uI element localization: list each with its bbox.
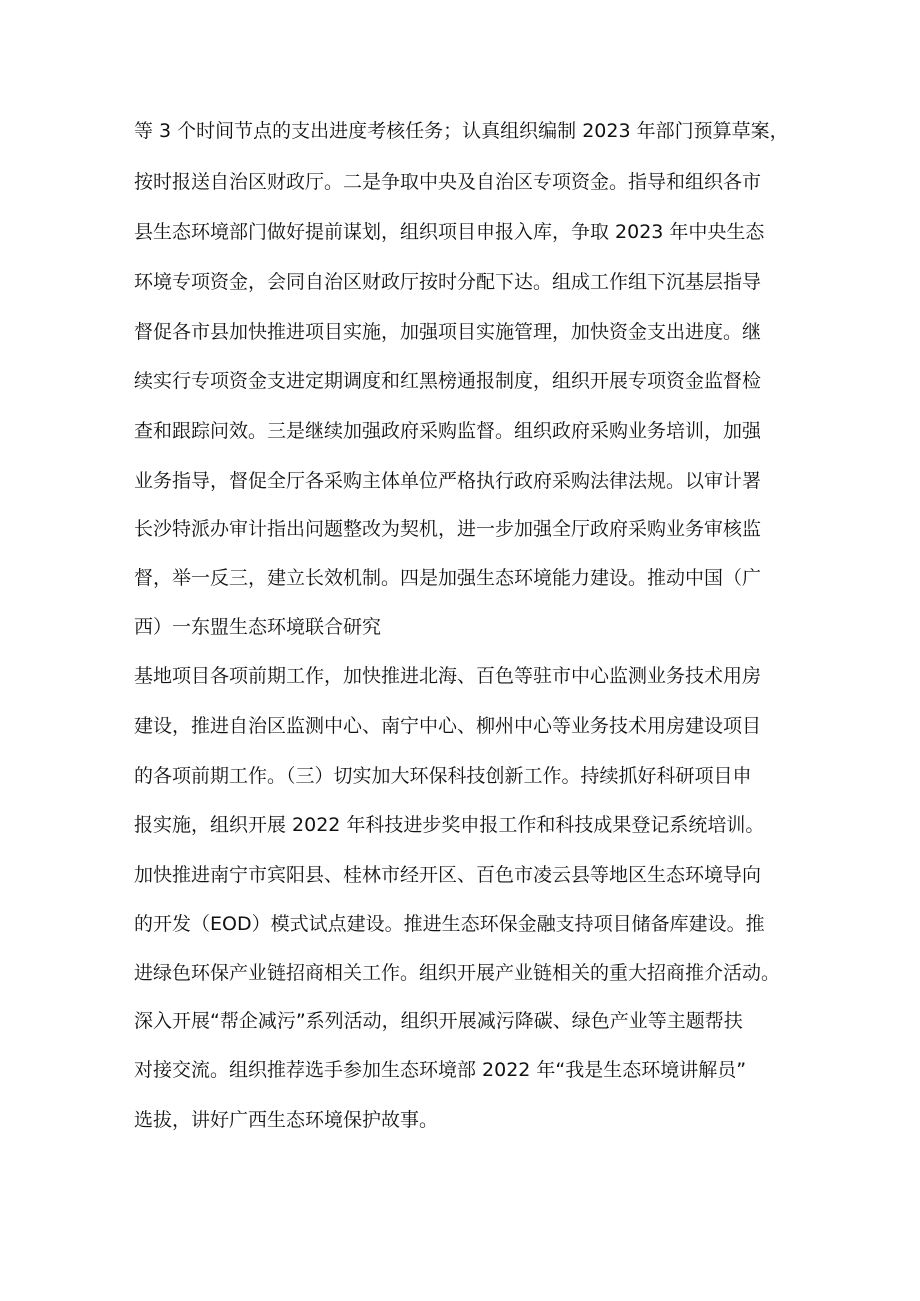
- text-line: 的各项前期工作。（三）切实加大环保科技创新工作。持续抓好科研项目申: [134, 765, 752, 787]
- text-line: 环境专项资金，会同自治区财政厅按时分配下达。组成工作组下沉基层指导: [134, 271, 762, 293]
- text-line: 深入开展“帮企减污”系列活动，组织开展减污降碳、绿色产业等主题帮扶: [134, 1010, 743, 1032]
- text-line: 报实施，组织开展 2022 年科技进步奖申报工作和科技成果登记系统培训。: [134, 814, 765, 836]
- text-line: 选拔，讲好广西生态环境保护故事。: [134, 1109, 439, 1131]
- text-line: 续实行专项资金支进定期调度和红黑榜通报制度，组织开展专项资金监督检: [134, 370, 762, 392]
- text-line: 等 3 个时间节点的支出进度考核任务；认真组织编制 2023 年部门预算草案，: [134, 120, 789, 142]
- text-line: 长沙特派办审计指出问题整改为契机，进一步加强全厅政府采购业务审核监: [134, 518, 762, 540]
- text-line: 西）一东盟生态环境联合研究: [134, 616, 382, 638]
- text-line: 基地项目各项前期工作，加快推进北海、百色等驻市中心监测业务技术用房: [134, 665, 762, 687]
- text-line: 进绿色环保产业链招商相关工作。组织开展产业链相关的重大招商推介活动。: [134, 962, 781, 984]
- text-line: 对接交流。组织推荐选手参加生态环境部 2022 年“我是生态环境讲解员”: [134, 1059, 747, 1081]
- text-line: 业务指导，督促全厅各采购主体单位严格执行政府采购法律法规。以审计署: [134, 470, 762, 492]
- text-line: 督，举一反三，建立长效机制。四是加强生态环境能力建设。推动中国（广: [134, 567, 762, 589]
- text-line: 县生态环境部门做好提前谋划，组织项目申报入库，争取 2023 年中央生态: [134, 221, 765, 243]
- text-line: 按时报送自治区财政厅。二是争取中央及自治区专项资金。指导和组织各市: [134, 171, 762, 193]
- text-line: 建设，推进自治区监测中心、南宁中心、柳州中心等业务技术用房建设项目: [134, 715, 762, 737]
- text-line: 的开发（EOD）模式试点建设。推进生态环保金融支持项目储备库建设。推: [134, 913, 765, 935]
- text-line: 查和跟踪问效。三是继续加强政府采购监督。组织政府采购业务培训，加强: [134, 420, 762, 442]
- text-line: 加快推进南宁市宾阳县、桂林市经开区、百色市凌云县等地区生态环境导向: [134, 864, 762, 886]
- text-line: 督促各市县加快推进项目实施，加强项目实施管理，加快资金支出进度。继: [134, 321, 762, 343]
